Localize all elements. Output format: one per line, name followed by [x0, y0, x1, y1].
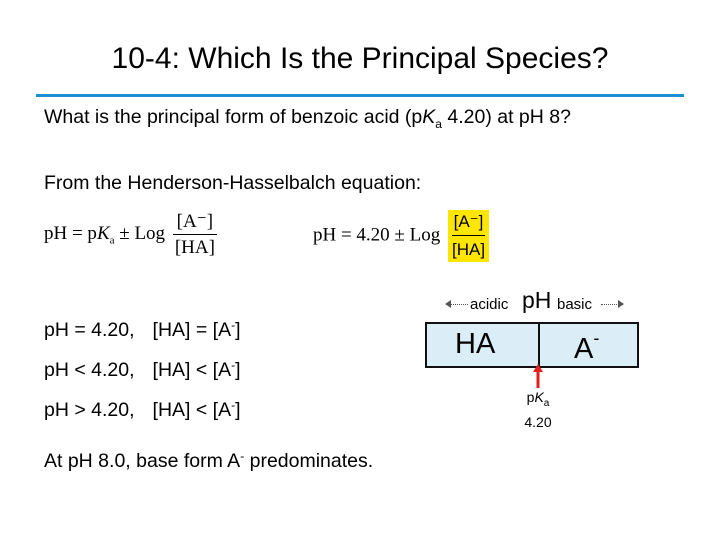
basic-label: basic — [557, 296, 593, 313]
hh-intro: From the Henderson-Hasselbalch equation: — [44, 172, 422, 194]
acidic-label: acidic — [470, 296, 509, 313]
condition-row: pH < 4.20, [HA] < [A-] — [44, 358, 241, 381]
pka-divider — [538, 324, 540, 366]
ratio-fraction: $\frac{[A^-]}{[HA]}$ — [174, 211, 215, 258]
species-box — [425, 322, 639, 368]
conjugate-base-label: A- — [574, 328, 600, 365]
right-arrow-icon — [601, 304, 623, 305]
left-arrow-icon — [446, 304, 468, 305]
question-text: What is the principal form of benzoic acid ($pK_a$ 4.20) at pH 8? — [44, 106, 571, 131]
ha-label: HA — [455, 328, 496, 360]
highlighted-ratio: $\frac{[A^-]}{[HA]}$ — [448, 210, 489, 262]
slide-title: 10-4: Which Is the Principal Species? — [111, 42, 609, 75]
hh-equation-general: pH = $pK_a$ ± Log $\frac{[A^-]}{[HA]}$ — [44, 211, 215, 258]
hh-equation-benzoic: pH = 4.20 ± Log $\frac{[A^-]}{[HA]}$ — [313, 210, 489, 262]
conclusion-text: At pH 8.0, base form A- predominates. — [44, 449, 374, 472]
title-underline — [36, 94, 684, 97]
up-arrow-icon — [533, 364, 543, 388]
condition-row: pH = 4.20, [HA] = [A-] — [44, 318, 241, 341]
condition-row: pH > 4.20, [HA] < [A-] — [44, 398, 241, 421]
pka-marker-label: $pK_a$ 4.20 — [524, 389, 552, 430]
condition-list — [44, 308, 241, 428]
ph-axis-label: pH — [522, 287, 552, 313]
